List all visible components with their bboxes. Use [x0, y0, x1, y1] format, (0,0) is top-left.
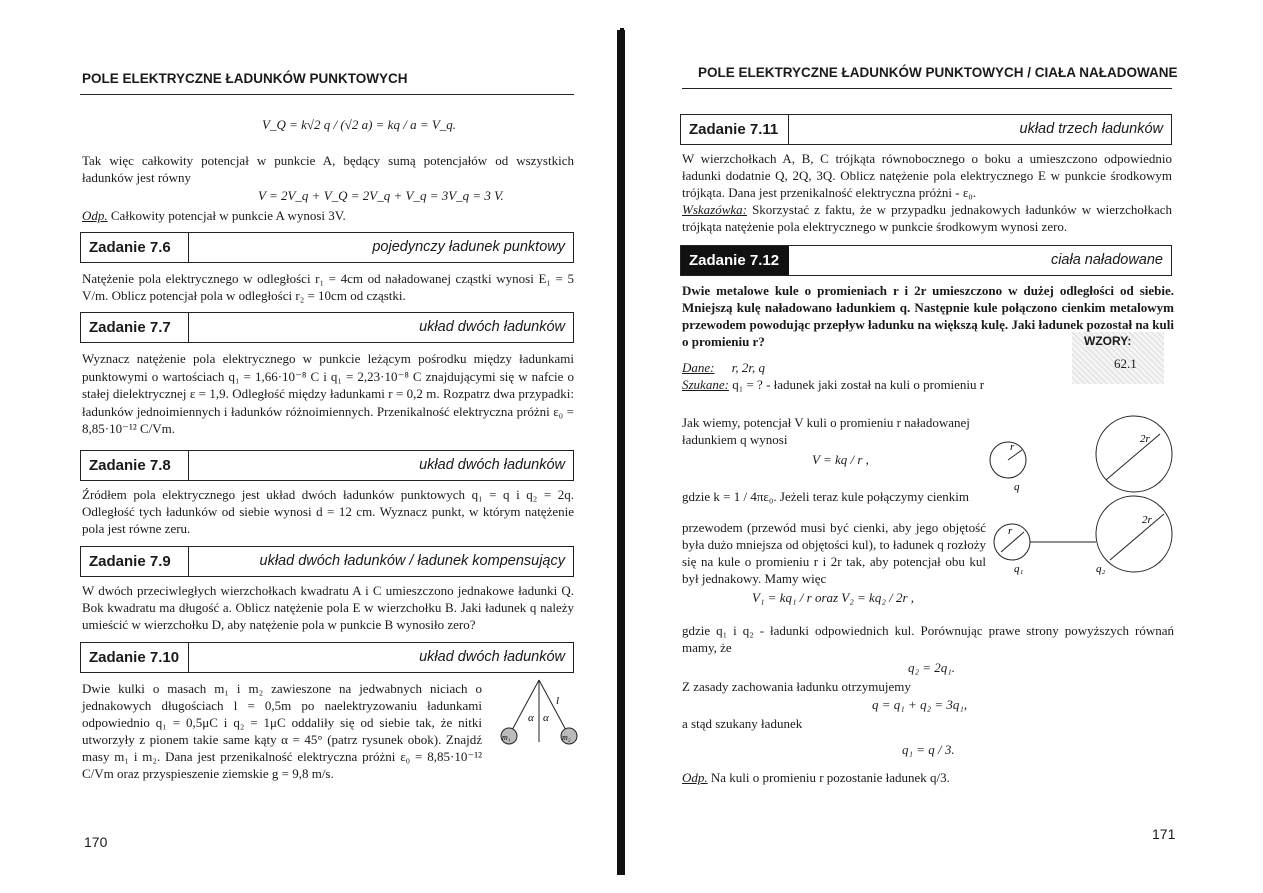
- given-row: [682, 360, 765, 376]
- m2-label: m₂: [562, 733, 571, 742]
- solution-formula-2: V₁ = kq₁ / r oraz V₂ = kq₂ / 2r ,: [752, 590, 915, 605]
- alpha-label-right: α: [543, 712, 549, 724]
- solution-formula-5: q₁ = q / 3.: [902, 742, 955, 757]
- problem-box-7-7: [80, 312, 574, 343]
- right-header-rule: [682, 88, 1172, 89]
- hint-paragraph: [682, 201, 1172, 235]
- solution-formula-1: V = kq / r ,: [812, 452, 869, 467]
- charge-q1-label: q₁: [1014, 563, 1024, 575]
- radius-r-label: r: [1010, 441, 1015, 453]
- radius-r-label-2: r: [1008, 525, 1013, 537]
- large-sphere: [1096, 416, 1172, 492]
- problem-title: układ dwóch ładunków / ładunek kompensujący: [259, 553, 565, 569]
- solution-step-1: Jak wiemy, potencjał V kuli o promieniu r naładowanej ładunkiem q wynosi: [682, 415, 970, 447]
- m1-label: m₁: [502, 733, 511, 742]
- right-page-header: POLE ELEKTRYCZNE ŁADUNKÓW PUNKTOWYCH / CIAŁA NAŁADOWANE: [698, 65, 1178, 80]
- given-text: r, 2r, q: [731, 360, 765, 375]
- alpha-label-left: α: [528, 712, 534, 724]
- thread-left: [511, 680, 539, 732]
- problem-label: Zadanie 7.12: [681, 246, 789, 275]
- sought-label: Szukane:: [682, 377, 729, 392]
- solution-formula-3: q₂ = 2q₁.: [908, 660, 956, 675]
- problem-title: układ dwóch ładunków: [419, 649, 565, 665]
- formula-vq: V_Q = k√2 q / (√2 a) = kq / a = V_q.: [262, 117, 457, 132]
- length-label: l: [556, 695, 560, 707]
- sought-row: [682, 377, 984, 393]
- solution-step-3: przewodem (przewód musi być cienki, aby jego objętość była dużo mniejsza od objętości kul), to ładunek q rozłoży się na kule o promieniu r i 2r tak, aby potencjał obu kul był jednakowy. Mamy więc: [682, 520, 986, 586]
- formulas-reference: 62.1: [1114, 356, 1137, 371]
- answer-text: Całkowity potencjał w punkcie A wynosi 3V.: [110, 208, 346, 223]
- page-number-right: 171: [1152, 826, 1176, 842]
- problem-title: ciała naładowane: [1050, 252, 1163, 268]
- solution-step-4: gdzie q₁ i q₂ - ładunki odpowiednich kul. Porównując prawe strony powyższych równań mamy, że: [682, 623, 1174, 655]
- problem-label: Zadanie 7.6: [81, 233, 189, 262]
- hint-label: Wskazówka:: [682, 202, 747, 217]
- intro-text: Tak więc całkowity potencjał w punkcie A, będący sumą potencjałów od wszystkich ładunków jest równy: [82, 153, 574, 185]
- solution-step-6: a stąd szukany ładunek: [682, 716, 803, 731]
- large-sphere-radius: [1106, 434, 1160, 480]
- problem-text-7-11: W wierzchołkach A, B, C trójkąta równobocznego o boku a umieszczono odpowiednio ładunki dodatnie Q, 2Q, 3Q. Oblicz natężenie pola elektrycznego E w punkcie środkowym trójkąta. Dana jest przenikalność elektryczna próżni - ε₀.: [682, 151, 1172, 200]
- radius-2r-label-2: 2r: [1142, 514, 1152, 526]
- problem-box-7-9: [80, 546, 574, 577]
- solution-formula-4: q = q₁ + q₂ = 3q₁,: [872, 697, 968, 712]
- problem-label: Zadanie 7.9: [81, 547, 189, 576]
- solution-step-5: Z zasady zachowania ładunku otrzymujemy: [682, 679, 911, 694]
- left-page: [0, 0, 610, 893]
- answer-text: Na kuli o promieniu r pozostanie ładunek q/3.: [710, 770, 950, 785]
- problem-box-7-6: [80, 232, 574, 263]
- problem-title: układ dwóch ładunków: [419, 319, 565, 335]
- solution-step-2: gdzie k = 1 / 4πε₀. Jeżeli teraz kule połączymy cienkim: [682, 489, 970, 504]
- problem-text-7-7: Wyznacz natężenie pola elektrycznego w punkcie leżącym pośrodku między ładunkami punktowymi o wartościach q₁ = 1,66·10⁻⁸ C i q₁ = 2,23·10⁻⁸ C znajdującymi się w nafcie o stałej dielektrycznej ε = 1,9. Odległość między ładunkami r = 0,2 m. Rozpatrz dwa przypadki: ładunków jednoimiennych i ładunków różnoimiennych. Przenikalność elektryczna próżni ε₀ = 8,85·10⁻¹² C/Vm.: [82, 351, 574, 436]
- given-label: Dane:: [682, 360, 715, 375]
- final-answer: [682, 770, 950, 786]
- problem-label: Zadanie 7.10: [81, 643, 189, 672]
- problem-label: Zadanie 7.7: [81, 313, 189, 342]
- answer-label: Odp.: [82, 208, 108, 223]
- answer-paragraph: [82, 208, 346, 224]
- problem-text-7-6: Natężenie pola elektrycznego w odległości r₁ = 4cm od naładowanej cząstki wynosi E₁ = 5 V/m. Oblicz potencjał pola w odległości r₂ = 10cm od cząstki.: [82, 271, 574, 303]
- problem-text-7-12: Dwie metalowe kule o promieniach r i 2r umieszczono w dużej odległości od siebie. Mniejszą kulę naładowano ładunkiem q. Następnie kule połączono cienkim metalowym przewodem powodując przepływ ładunku na większą kulę. Jaki ładunek pozostał na kuli o promieniu r?: [682, 283, 1174, 349]
- formulas-label: WZORY:: [1084, 334, 1132, 348]
- large-sphere-connected: [1096, 496, 1172, 572]
- problem-box-7-10: [80, 642, 574, 673]
- problem-title: pojedynczy ładunek punktowy: [372, 239, 565, 255]
- large-sphere-connected-radius: [1110, 514, 1164, 560]
- formula-total: V = 2V_q + V_Q = 2V_q + V_q = 3V_q = 3 V.: [258, 188, 504, 203]
- problem-box-7-11: [680, 114, 1172, 145]
- spheres-figure: [984, 410, 1174, 592]
- page-number-left: 170: [84, 834, 108, 850]
- charge-q2-label: q₂: [1096, 563, 1106, 575]
- problem-label: Zadanie 7.11: [681, 115, 789, 144]
- problem-box-7-8: [80, 450, 574, 481]
- thread-right: [539, 680, 567, 732]
- book-spine: [617, 30, 625, 875]
- problem-text-7-9: W dwóch przeciwległych wierzchołkach kwadratu A i C umieszczono jednakowe ładunki Q. Bok kwadratu ma długość a. Oblicz natężenie pola E w wierzchołku B. Jaki ładunek q należy umieścić w wierzchołku D, aby natężenie pola w punkcie B wynosiło zero?: [82, 583, 574, 632]
- problem-label: Zadanie 7.8: [81, 451, 189, 480]
- small-sphere-connected-radius: [1001, 532, 1024, 552]
- left-header-rule: [80, 94, 574, 95]
- left-page-header: POLE ELEKTRYCZNE ŁADUNKÓW PUNKTOWYCH: [82, 71, 408, 86]
- hint-text: Skorzystać z faktu, że w przypadku jednakowych ładunków w wierzchołkach trójkąta natężenie pola elektrycznego w punkcie środkowym wynosi zero.: [682, 202, 1173, 234]
- pendulum-figure: [496, 676, 582, 772]
- sought-text: q₁ = ? - ładunek jaki został na kuli o promieniu r: [732, 377, 985, 392]
- problem-box-7-12: [680, 245, 1172, 276]
- radius-2r-label: 2r: [1140, 433, 1150, 445]
- charge-q-label: q: [1014, 481, 1020, 493]
- answer-label: Odp.: [682, 770, 708, 785]
- formulas-reference-box: [1072, 332, 1164, 384]
- problem-text-7-10: Dwie kulki o masach m₁ i m₂ zawieszone na jedwabnych niciach o jednakowych długościach l = 0,5m po naelektryzowaniu ładunkami odpowiednio q₁ = 0,5μC i q₂ = 1μC oddaliły się od siebie tak, że nitki utworzyły z pionem takie same kąty α = 45° (patrz rysunek obok). Znajdź masy m₁ i m₂. Dana jest przenikalność elektryczna próżni ε₀ = 8,85·10⁻¹² C/Vm oraz przyspieszenie ziemskie g = 9,8 m/s.: [82, 681, 482, 781]
- problem-text-7-8: Źródłem pola elektrycznego jest układ dwóch ładunków punktowych q₁ = q i q₂ = 2q. Odległość tych ładunków od siebie wynosi d = 12 cm. Wyznacz punkt, w którym natężenie pola jest równe zeru.: [82, 487, 574, 536]
- problem-title: układ trzech ładunków: [1019, 121, 1163, 137]
- problem-title: układ dwóch ładunków: [419, 457, 565, 473]
